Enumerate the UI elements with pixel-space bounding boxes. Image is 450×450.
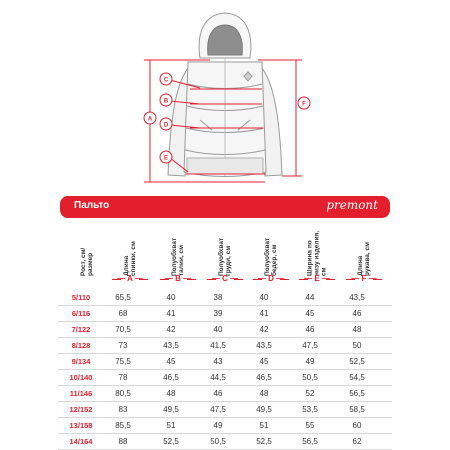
table-row (58, 322, 392, 338)
value-cell: 58,5 (349, 405, 365, 414)
value-cell: 62 (352, 437, 362, 446)
value-cell: 55 (305, 421, 315, 430)
table-row (58, 306, 392, 322)
value-cell: 38 (213, 293, 223, 302)
value-cell: 41,5 (210, 341, 226, 350)
size-cell: 8/128 (71, 341, 91, 350)
value-cell: 65,5 (115, 293, 131, 302)
table-row (58, 434, 392, 450)
value-cell: 42 (259, 325, 269, 334)
value-cell: 43,5 (349, 293, 365, 302)
value-cell: 56,5 (302, 437, 318, 446)
table-row (58, 370, 392, 386)
value-cell: 45 (166, 357, 176, 366)
coat-measurement-diagram (0, 0, 450, 195)
size-cell: 13/158 (69, 421, 93, 430)
size-cell: 6/116 (71, 309, 91, 318)
value-cell: 43 (213, 357, 223, 366)
value-cell: 78 (118, 373, 128, 382)
value-cell: 48 (166, 389, 176, 398)
value-cell: 49 (305, 357, 315, 366)
value-cell: 49 (213, 421, 223, 430)
value-cell: 54,5 (349, 373, 365, 382)
marker-c: C (163, 77, 169, 84)
value-cell: 45 (259, 357, 269, 366)
value-cell: 39 (213, 309, 223, 318)
column-header-size: Рост, см/ размер (80, 247, 94, 276)
size-cell: 10/140 (69, 373, 93, 382)
value-cell: 44,5 (210, 373, 226, 382)
value-cell: 56,5 (349, 389, 365, 398)
value-cell: 83 (118, 405, 128, 414)
value-cell: 46 (352, 309, 362, 318)
value-cell: 46,5 (163, 373, 179, 382)
brand-logo: premont (326, 198, 378, 212)
coat-illustration (168, 13, 282, 177)
table-row (58, 402, 392, 418)
value-cell: 85,5 (115, 421, 131, 430)
value-cell: 80,5 (115, 389, 131, 398)
column-header-a: Длина спинки, см (123, 241, 137, 276)
value-cell: 40 (213, 325, 223, 334)
value-cell: 41 (259, 309, 269, 318)
marker-a: A (147, 116, 153, 123)
value-cell: 52,5 (349, 357, 365, 366)
column-header-d: Полуобхват бедер, см (264, 237, 278, 276)
value-cell: 50 (352, 341, 362, 350)
column-header-e: Ширина по низу изделия, см (306, 230, 328, 276)
size-cell: 5/110 (71, 293, 91, 302)
column-letter-a: — A — (110, 274, 150, 284)
size-cell: 7/122 (71, 325, 91, 334)
value-cell: 50,5 (302, 373, 318, 382)
value-cell: 41 (166, 309, 176, 318)
column-header-b: Полуобхват талии, см (171, 237, 185, 276)
value-cell: 47,5 (210, 405, 226, 414)
column-letter-f: — F — (344, 274, 384, 284)
value-cell: 70,5 (115, 325, 131, 334)
table-row (58, 418, 392, 434)
size-cell: 14/164 (69, 437, 93, 446)
size-cell: 11/146 (69, 389, 93, 398)
value-cell: 44 (305, 293, 315, 302)
value-cell: 48 (352, 325, 362, 334)
value-cell: 52,5 (256, 437, 272, 446)
value-cell: 60 (352, 421, 362, 430)
value-cell: 43,5 (256, 341, 272, 350)
column-header-c: Полуобхват груди, см (218, 237, 232, 276)
value-cell: 46 (213, 389, 223, 398)
table-row (58, 386, 392, 402)
product-banner (60, 196, 390, 218)
value-cell: 53,5 (302, 405, 318, 414)
value-cell: 49,5 (256, 405, 272, 414)
value-cell: 42 (166, 325, 176, 334)
size-cell: 12/152 (69, 405, 93, 414)
value-cell: 73 (118, 341, 128, 350)
value-cell: 40 (166, 293, 176, 302)
value-cell: 52,5 (163, 437, 179, 446)
marker-b: B (163, 98, 169, 105)
product-title: Пальто (74, 200, 110, 211)
value-cell: 75,5 (115, 357, 131, 366)
column-letter-e: — E — (297, 274, 337, 284)
marker-d: D (163, 122, 169, 129)
table-row (58, 290, 392, 306)
column-header-f: Длина рукава, см (357, 242, 371, 276)
value-cell: 50,5 (210, 437, 226, 446)
value-cell: 51 (259, 421, 269, 430)
value-cell: 49,5 (163, 405, 179, 414)
value-cell: 48 (259, 389, 269, 398)
value-cell: 46,5 (256, 373, 272, 382)
value-cell: 88 (118, 437, 128, 446)
column-letter-b: — B — (158, 274, 198, 284)
column-letter-d: — D — (251, 274, 291, 284)
value-cell: 45 (305, 309, 315, 318)
value-cell: 43,5 (163, 341, 179, 350)
size-cell: 9/134 (71, 357, 91, 366)
marker-f: F (302, 101, 306, 108)
table-row (58, 354, 392, 370)
value-cell: 46 (305, 325, 315, 334)
value-cell: 68 (118, 309, 128, 318)
value-cell: 52 (305, 389, 315, 398)
column-letter-c: — C — (205, 274, 245, 284)
value-cell: 47,5 (302, 341, 318, 350)
table-row (58, 338, 392, 354)
value-cell: 40 (259, 293, 269, 302)
marker-e: E (163, 155, 169, 162)
value-cell: 51 (166, 421, 176, 430)
